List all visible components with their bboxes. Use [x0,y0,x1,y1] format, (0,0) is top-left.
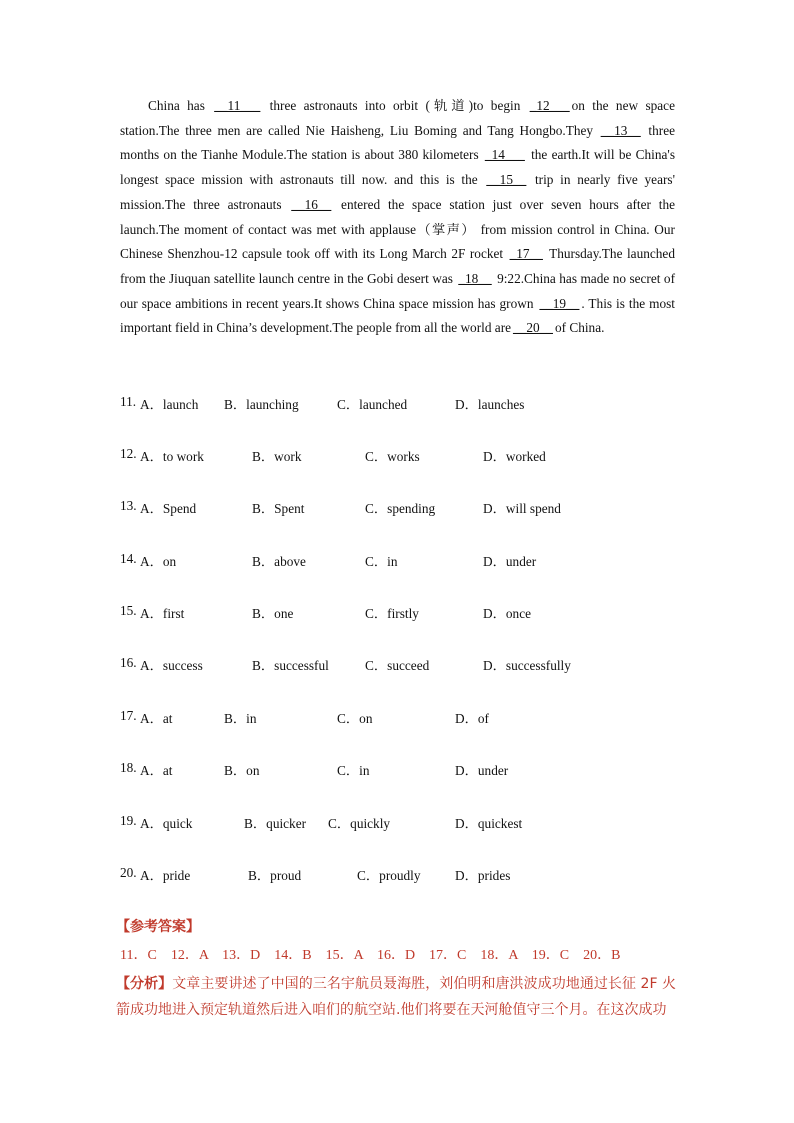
question-number: 18. [120,760,137,775]
passage-text: three months on the Tianhe Module.The station is about 380 kilometers [120,122,675,163]
question-number: 14. [120,551,137,566]
passage-paragraph [120,94,675,341]
option-b[interactable]: B．Spent [252,501,305,516]
blank-18: _18__ [458,270,492,286]
question-number: 17. [120,708,137,723]
blank-14: _14___ [484,147,525,163]
option-c[interactable]: C．quickly [328,816,391,831]
option-d[interactable]: D．launches [455,397,525,412]
option-c[interactable]: C．on [337,711,373,726]
option-a[interactable]: A．quick [140,816,193,831]
question-number: 12. [120,446,137,461]
option-c[interactable]: C．in [365,554,398,569]
blank-13: __13__ [600,122,641,138]
blank-15: __15__ [486,172,527,188]
analysis-section [116,971,676,1023]
passage-text: China has [148,98,213,113]
option-d[interactable]: D．will spend [483,501,561,516]
cloze-passage [120,94,675,341]
answer-heading: 【参考答案】 [116,919,200,935]
option-b[interactable]: B．in [224,711,257,726]
question-number: 20. [120,865,137,880]
option-c[interactable]: C．succeed [365,658,430,673]
passage-text: trip in nearly five years' mission.The three astronauts [120,172,675,212]
passage-text: Thursday.The launched from the Jiuquan satellite launch centre in the Gobi desert was [120,246,675,286]
passage-text: entered the space station just over seven hours after the launch.The moment of contact was met with applause（掌声） from mission control in China. Our Chinese Shenzhou-12 capsule took off with its Long March 2F rocket [120,196,676,262]
option-c[interactable]: C．proudly [357,868,421,883]
passage-text: three astronauts into orbit (轨道)to begin [262,98,528,113]
option-d[interactable]: D．quickest [455,816,523,831]
option-c[interactable]: C．firstly [365,606,419,621]
option-d[interactable]: D．successfully [483,658,571,673]
option-b[interactable]: B．quicker [244,816,307,831]
answer-key: 11．C 12．A 13．D 14．B 15．A 16．D 17．C 18．A 19．C 20．B [120,948,621,963]
passage-text: on the new space station.The three men are called Nie Haisheng, Liu Boming and Tang Hongbo.They [120,98,675,138]
analysis-label: 【分析】 [116,976,173,992]
option-a[interactable]: A．pride [140,868,191,883]
option-b[interactable]: B．above [252,554,306,569]
option-b[interactable]: B．work [252,449,302,464]
blank-11: __11___ [214,98,261,113]
option-d[interactable]: D．once [483,606,531,621]
option-b[interactable]: B．on [224,763,260,778]
option-d[interactable]: D．under [483,554,537,569]
blank-19: __19__ [539,295,580,311]
blank-17: _17__ [509,246,543,262]
option-b[interactable]: B．proud [248,868,302,883]
option-a[interactable]: A．launch [140,397,199,412]
option-a[interactable]: A．at [140,711,173,726]
question-number: 15. [120,603,137,618]
option-b[interactable]: B．successful [252,658,329,673]
blank-16: __16__ [291,196,332,212]
option-b[interactable]: B．one [252,606,294,621]
option-c[interactable]: C．in [337,763,370,778]
passage-text: the earth.It will be China's longest space mission with astronauts till now. and this is the [120,147,675,188]
option-a[interactable]: A．at [140,763,173,778]
question-number: 13. [120,498,137,513]
blank-12: _12___ [529,98,570,113]
option-c[interactable]: C．spending [365,501,436,516]
option-a[interactable]: A．on [140,554,177,569]
option-a[interactable]: A．first [140,606,185,621]
option-d[interactable]: D．of [455,711,489,726]
option-a[interactable]: A．to work [140,449,204,464]
option-d[interactable]: D．under [455,763,509,778]
option-c[interactable]: C．works [365,449,420,464]
question-number: 11. [120,394,137,409]
passage-text: 9:22.China has made no secret of our space ambitions in recent years.It shows China space mission has grown [120,270,675,311]
passage-text: . This is the most important field in China’s development.The people from all the world are [120,295,675,336]
blank-20: __20__ [513,320,553,336]
passage-text: of China. [554,320,605,336]
option-b[interactable]: B．launching [224,397,299,412]
question-number: 19. [120,813,137,828]
option-a[interactable]: A．Spend [140,501,197,516]
analysis-text: 文章主要讲述了中国的三名宇航员聂海胜，刘伯明和唐洪波成功地通过长征 2F 火箭成功地进入预定轨道然后进入咱们的航空站.他们将要在天河舱值守三个月。在这次成功 [116,976,677,1018]
question-number: 16. [120,655,137,670]
option-c[interactable]: C．launched [337,397,408,412]
option-d[interactable]: D．worked [483,449,546,464]
option-d[interactable]: D．prides [455,868,511,883]
option-a[interactable]: A．success [140,658,203,673]
